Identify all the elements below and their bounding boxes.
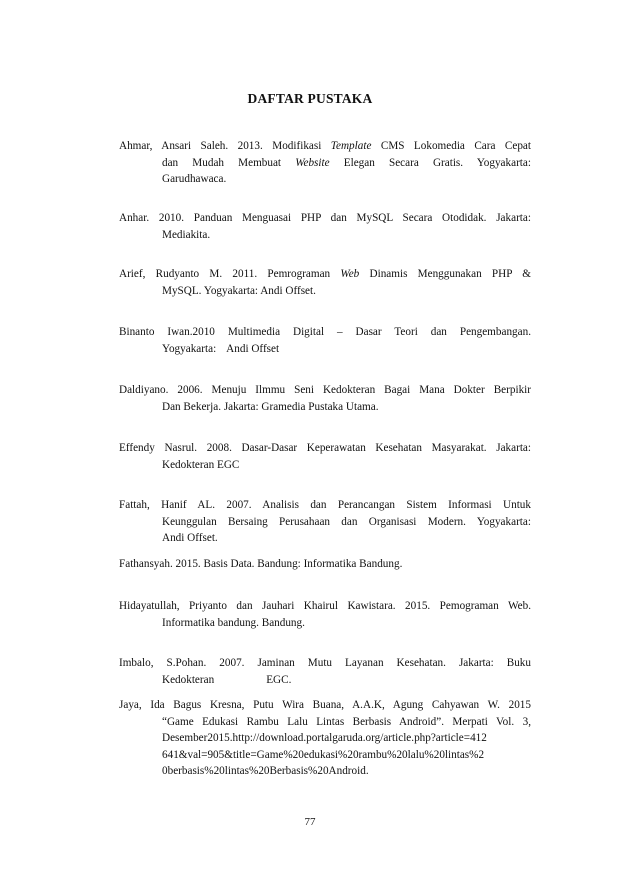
reference-entry-anhar: [119, 210, 531, 243]
reference-line: Desember2015.http://download.portalgaruda.org/article.php?article=412: [162, 732, 487, 744]
reference-line: Binanto Iwan.2010 Multimedia Digital – Dasar Teori dan Pengembangan.: [119, 326, 531, 338]
reference-line: MySQL. Yogyakarta: Andi Offset.: [162, 284, 316, 297]
reference-entry-daldiyano: [119, 382, 531, 415]
reference-line: Arief, Rudyanto M. 2011. Pemrograman Web Dinamis Menggunakan PHP &: [119, 268, 531, 280]
reference-line: 641&val=905&title=Game%20edukasi%20rambu%20lalu%20lintas%2: [162, 748, 485, 761]
reference-line: Kedokteran EGC.: [162, 673, 292, 686]
reference-line: Hidayatullah, Priyanto dan Jauhari Khairul Kawistara. 2015. Pemograman Web.: [119, 600, 531, 612]
reference-entry-fattah: [119, 497, 531, 547]
page-title: DAFTAR PUSTAKA: [247, 91, 373, 106]
page-number: 77: [304, 816, 316, 828]
reference-entry-imbalo: [119, 655, 531, 688]
reference-entry-jaya: [119, 697, 531, 780]
reference-entry-binanto: [119, 324, 531, 357]
reference-line: Imbalo, S.Pohan. 2007. Jaminan Mutu Layanan Kesehatan. Jakarta: Buku: [119, 657, 531, 669]
reference-line: Dan Bekerja. Jakarta: Gramedia Pustaka Utama.: [162, 400, 379, 413]
reference-line: Daldiyano. 2006. Menuju Ilmmu Seni Kedokteran Bagai Mana Dokter Berpikir: [119, 384, 531, 396]
reference-line: Ahmar, Ansari Saleh. 2013. Modifikasi Template CMS Lokomedia Cara Cepat: [119, 140, 532, 152]
reference-line: Keunggulan Bersaing Perusahaan dan Organisasi Modern. Yogyakarta:: [162, 515, 531, 528]
reference-entry-ahmar: [119, 138, 531, 188]
reference-line: Jaya, Ida Bagus Kresna, Putu Wira Buana, A.A.K, Agung Cahyawan W. 2015: [119, 699, 531, 711]
reference-line: Fattah, Hanif AL. 2007. Analisis dan Perancangan Sistem Informasi Untuk: [119, 499, 531, 511]
reference-line: Kedokteran EGC: [162, 458, 240, 471]
reference-line: Informatika bandung. Bandung.: [162, 616, 305, 629]
reference-entry-hidayatullah: [119, 598, 531, 631]
reference-entry-effendy: [119, 440, 531, 473]
reference-line: Garudhawaca.: [162, 173, 227, 185]
reference-line: Yogyakarta: Andi Offset: [162, 342, 280, 355]
reference-line: Effendy Nasrul. 2008. Dasar-Dasar Keperawatan Kesehatan Masyarakat. Jakarta:: [119, 442, 531, 454]
reference-entry-fathansyah: [119, 556, 531, 573]
reference-line: 0berbasis%20lintas%20Berbasis%20Android.: [162, 765, 369, 777]
reference-line: Andi Offset.: [162, 532, 218, 544]
reference-line: Anhar. 2010. Panduan Menguasai PHP dan MySQL Secara Otodidak. Jakarta:: [119, 212, 531, 224]
reference-line: Fathansyah. 2015. Basis Data. Bandung: Informatika Bandung.: [119, 558, 403, 570]
reference-line: Mediakita.: [162, 228, 211, 241]
reference-entry-arief: [119, 266, 531, 299]
reference-line: dan Mudah Membuat Website Elegan Secara Gratis. Yogyakarta:: [162, 156, 531, 169]
reference-line: “Game Edukasi Rambu Lalu Lintas Berbasis Android”. Merpati Vol. 3,: [162, 715, 531, 728]
